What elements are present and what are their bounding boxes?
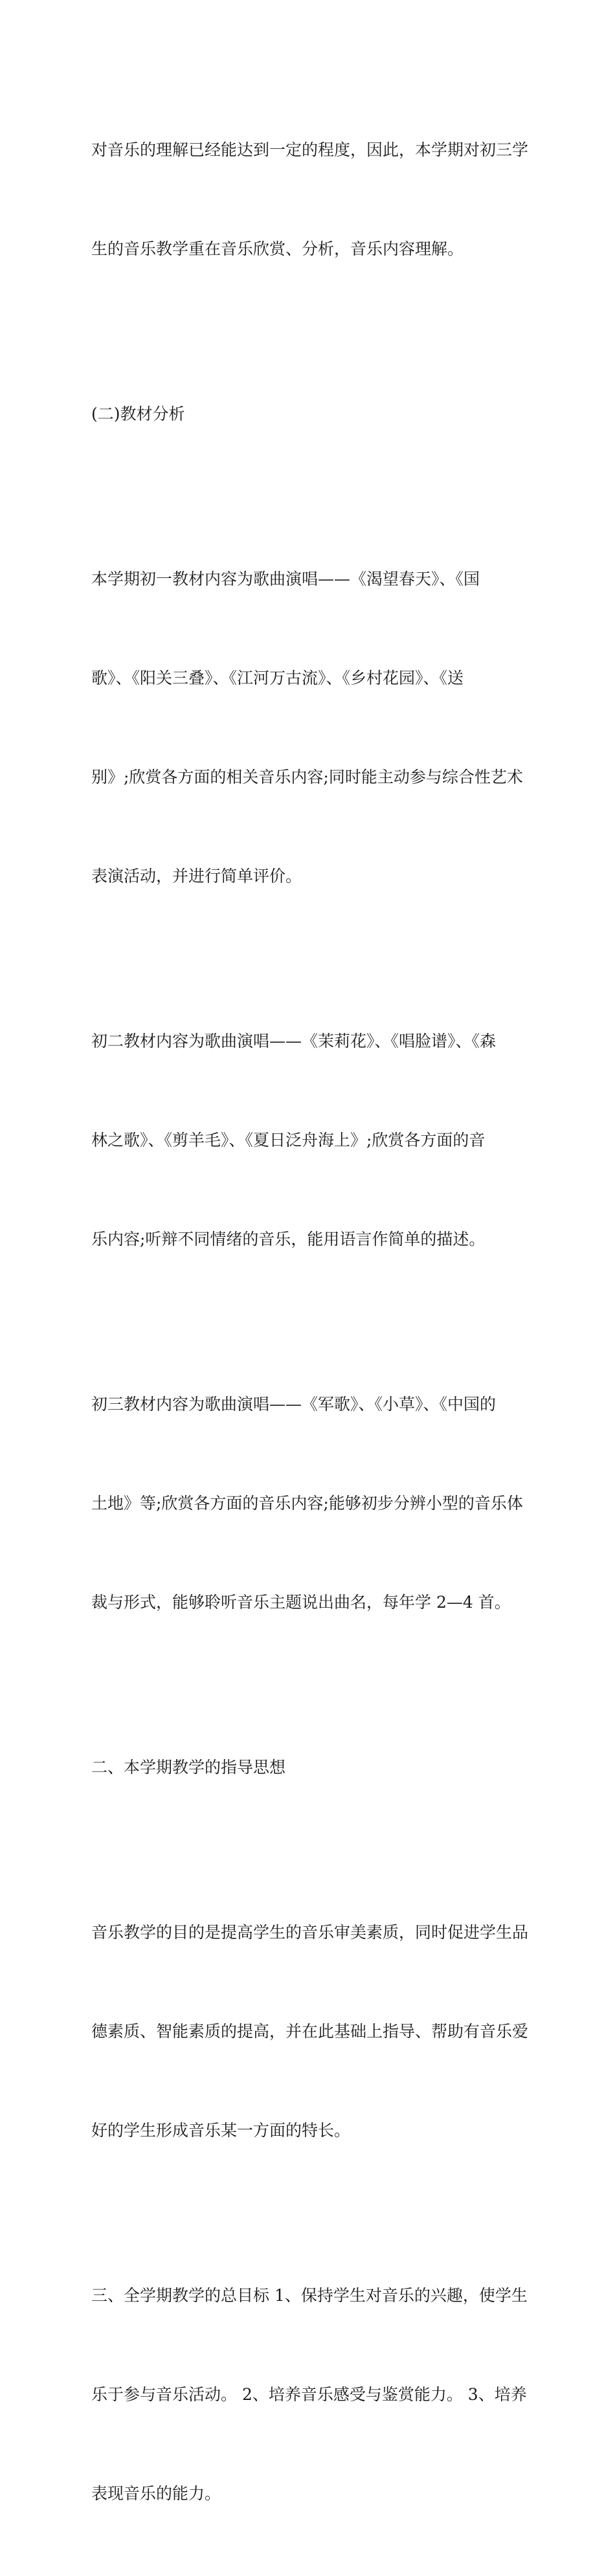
text-line: 歌》、《阳关三叠》、《江河万古流》、《乡村花园》、《送: [91, 669, 464, 687]
section-heading-guiding-ideology: [91, 1685, 531, 1850]
section-heading-textbook-analysis: [91, 331, 531, 496]
paragraph-grade9-textbook: [91, 1322, 531, 1685]
paragraph-grade8-textbook: [91, 959, 531, 1322]
text-line: 表演活动，并进行简单评价。: [91, 867, 302, 885]
text-line: 表现音乐的能力。: [91, 2484, 221, 2503]
text-line: 别》;欣赏各方面的相关音乐内容;同时能主动参与综合性艺术: [91, 768, 523, 786]
paragraph-grade7-textbook: [91, 496, 531, 959]
paragraph-teaching-purpose: [91, 1850, 531, 2213]
text-line: 土地》等;欣赏各方面的音乐内容;能够初步分辨小型的音乐体: [91, 1494, 523, 1513]
text-line: (二)教材分析: [91, 405, 185, 423]
text-line: 裁与形式，能够聆听音乐主题说出曲名，每年学 2—4 首。: [91, 1593, 511, 1612]
text-line: 对音乐的理解已经能达到一定的程度，因此，本学期对初三学: [91, 140, 529, 159]
text-line: 初三教材内容为歌曲演唱——《军歌》、《小草》、《中国的: [91, 1395, 497, 1414]
text-line: 三、全学期教学的总目标 1、保持学生对音乐的兴趣，使学生: [91, 2286, 528, 2305]
text-line: 音乐教学的目的是提高学生的音乐审美素质，同时促进学生品: [91, 1923, 529, 1942]
paragraph-overall-goals: [91, 2213, 531, 2576]
document-body: [91, 67, 531, 2576]
text-line: 初二教材内容为歌曲演唱——《茉莉花》、《唱脸谱》、《森: [91, 1032, 497, 1050]
paragraph-grade9-understanding: [91, 67, 531, 331]
text-line: 好的学生形成音乐某一方面的特长。: [91, 2121, 351, 2140]
text-line: 林之歌》、《剪羊毛》、《夏日泛舟海上》;欣赏各方面的音: [91, 1131, 486, 1149]
text-line: 二、本学期教学的指导思想: [91, 1758, 286, 1777]
text-line: 生的音乐教学重在音乐欣赏、分析，音乐内容理解。: [91, 239, 464, 258]
text-line: 乐于参与音乐活动。 2、培养音乐感受与鉴赏能力。 3、培养: [91, 2385, 527, 2404]
text-line: 乐内容;听辩不同情绪的音乐，能用语言作简单的描述。: [91, 1230, 486, 1249]
text-line: 本学期初一教材内容为歌曲演唱——《渴望春天》、《国: [91, 570, 480, 588]
text-line: 德素质、智能素质的提高，并在此基础上指导、帮助有音乐爱: [91, 2022, 529, 2041]
